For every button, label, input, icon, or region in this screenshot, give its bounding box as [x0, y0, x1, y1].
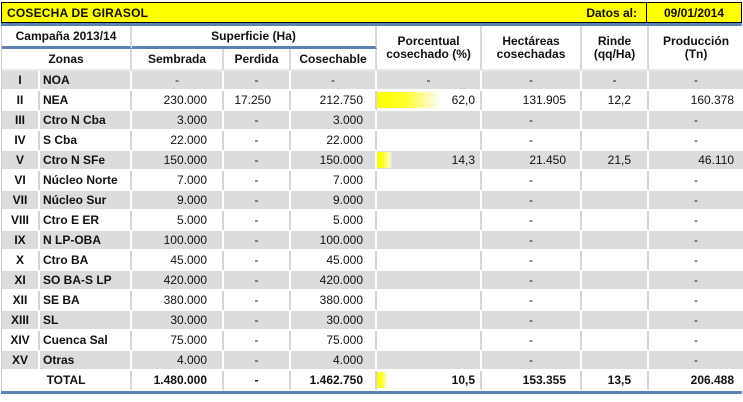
cell-value: - — [694, 173, 699, 187]
cell-pct — [377, 131, 482, 151]
header-produccion-line2: (Tn) — [684, 46, 708, 61]
cell-sembrada — [132, 191, 224, 211]
cell-prod — [649, 231, 743, 251]
cell-cosechable — [291, 91, 377, 111]
cell-prod — [649, 251, 743, 271]
cell-prod — [649, 131, 743, 151]
cell-value: - — [331, 73, 336, 87]
cell-ha — [482, 311, 582, 331]
cell-perdida — [224, 191, 291, 211]
table-row — [2, 151, 743, 171]
cell-zone-name: SO BA-S LP — [40, 271, 132, 291]
cell-zone-name: NOA — [40, 71, 132, 91]
cell-rinde — [582, 191, 649, 211]
cell-perdida — [224, 251, 291, 271]
report-sheet — [1, 2, 742, 394]
cell-value: - — [694, 353, 699, 367]
cell-zone-number: XV — [2, 351, 40, 371]
cell-value: 160.378 — [690, 93, 735, 107]
cell-perdida — [224, 71, 291, 91]
cell-sembrada — [132, 111, 224, 131]
cell-cosechable — [291, 171, 377, 191]
header-porcentual-line2: cosechado (%) — [386, 46, 471, 61]
cell-value: - — [694, 73, 699, 87]
cell-cosechable — [291, 291, 377, 311]
cell-cosechable — [291, 351, 377, 371]
cell-pct — [377, 291, 482, 311]
cell-pct — [377, 231, 482, 251]
cell-value: - — [254, 353, 259, 367]
table-row — [2, 171, 743, 191]
cell-zone-name: S Cba — [40, 131, 132, 151]
header-rinde-line2: (qq/Ha) — [593, 46, 636, 61]
cell-value: 7.000 — [176, 173, 208, 187]
cell-value: - — [529, 233, 534, 247]
report-date: 09/01/2014 — [646, 3, 741, 22]
cell-value: 212.750 — [319, 93, 364, 107]
header-cosechable: Cosechable — [291, 49, 377, 72]
cell-rinde — [582, 371, 649, 391]
cell-ha — [482, 211, 582, 231]
cell-zone-name: Núcleo Norte — [40, 171, 132, 191]
table-row — [2, 111, 743, 131]
cell-value: 1.480.000 — [153, 373, 208, 387]
cell-rinde — [582, 71, 649, 91]
cell-prod — [649, 71, 743, 91]
cell-cosechable — [291, 131, 377, 151]
cell-value: 3.000 — [176, 113, 208, 127]
cell-perdida — [224, 291, 291, 311]
pct-databar — [377, 92, 441, 108]
table-row — [2, 311, 743, 331]
cell-zone-name: Cuenca Sal — [40, 331, 132, 351]
cell-cosechable — [291, 191, 377, 211]
cell-cosechable — [291, 251, 377, 271]
cell-value: 9.000 — [176, 193, 208, 207]
cell-prod — [649, 291, 743, 311]
table-row — [2, 231, 743, 251]
cell-value: - — [254, 213, 259, 227]
cell-prod — [649, 211, 743, 231]
cell-value: - — [529, 193, 534, 207]
cell-value: - — [529, 273, 534, 287]
cell-value: - — [529, 173, 534, 187]
cell-value: 150.000 — [163, 153, 208, 167]
cell-value: 3.000 — [333, 113, 364, 127]
cell-perdida — [224, 351, 291, 371]
cell-zone-name: N LP-OBA — [40, 231, 132, 251]
cell-prod — [649, 331, 743, 351]
header-produccion-line1: Producción — [663, 33, 730, 48]
cell-prod — [649, 151, 743, 171]
cell-cosechable — [291, 371, 377, 391]
cell-value: 12,2 — [607, 93, 632, 107]
cell-value: - — [254, 273, 259, 287]
cell-value: 45.000 — [170, 253, 208, 267]
header-hectareas-line2: cosechadas — [496, 46, 566, 61]
total-label: TOTAL — [2, 371, 132, 391]
cell-value: 46.110 — [698, 153, 735, 167]
cell-ha — [482, 331, 582, 351]
cell-sembrada — [132, 231, 224, 251]
cell-perdida — [224, 371, 291, 391]
cell-value: - — [254, 73, 259, 87]
cell-value: - — [694, 133, 699, 147]
cell-sembrada — [132, 371, 224, 391]
header-zonas: Zonas — [2, 49, 132, 72]
cell-pct — [377, 211, 482, 231]
cell-zone-name: SE BA — [40, 291, 132, 311]
cell-perdida — [224, 231, 291, 251]
cell-value: - — [529, 353, 534, 367]
cell-pct — [377, 171, 482, 191]
cell-value: 131.905 — [522, 93, 567, 107]
cell-ha — [482, 171, 582, 191]
cell-prod — [649, 371, 743, 391]
header-sembrada: Sembrada — [132, 49, 224, 72]
cell-value: - — [529, 293, 534, 307]
cell-zone-name: Otras — [40, 351, 132, 371]
cell-value: 5.000 — [176, 213, 208, 227]
cell-zone-name: Ctro N SFe — [40, 151, 132, 171]
cell-perdida — [224, 171, 291, 191]
bottom-divider — [1, 391, 742, 394]
cell-ha — [482, 271, 582, 291]
cell-value: 14,3 — [451, 153, 476, 167]
cell-rinde — [582, 131, 649, 151]
pct-databar — [377, 372, 388, 388]
cell-rinde — [582, 151, 649, 171]
cell-value: - — [254, 313, 259, 327]
cell-sembrada — [132, 291, 224, 311]
table-row — [2, 271, 743, 291]
cell-value: 150.000 — [319, 153, 364, 167]
header-produccion — [649, 26, 743, 71]
table-body — [2, 71, 743, 391]
cell-sembrada — [132, 311, 224, 331]
cell-value: 206.488 — [690, 373, 735, 387]
cell-rinde — [582, 331, 649, 351]
cell-value: - — [426, 73, 431, 87]
cell-sembrada — [132, 151, 224, 171]
cell-value: - — [529, 213, 534, 227]
cell-prod — [649, 351, 743, 371]
cell-pct — [377, 151, 482, 171]
cell-pct — [377, 371, 482, 391]
cell-value: - — [529, 253, 534, 267]
cell-sembrada — [132, 251, 224, 271]
cell-ha — [482, 231, 582, 251]
datos-al-label: Datos al: — [586, 5, 637, 20]
cell-sembrada — [132, 171, 224, 191]
cell-value: - — [529, 133, 534, 147]
table-row — [2, 291, 743, 311]
cell-value: 420.000 — [163, 273, 208, 287]
cell-prod — [649, 271, 743, 291]
table-row — [2, 91, 743, 111]
cell-pct — [377, 251, 482, 271]
cell-zone-number: VI — [2, 171, 40, 191]
header-porcentual-line1: Porcentual — [397, 33, 460, 48]
header-porcentual — [377, 26, 482, 71]
cell-cosechable — [291, 271, 377, 291]
cell-perdida — [224, 271, 291, 291]
cell-pct — [377, 91, 482, 111]
cell-value: 7.000 — [333, 173, 364, 187]
harvest-table — [1, 26, 743, 391]
cell-zone-name: Ctro BA — [40, 251, 132, 271]
cell-rinde — [582, 211, 649, 231]
cell-zone-name: Núcleo Sur — [40, 191, 132, 211]
cell-value: - — [254, 153, 259, 167]
cell-perdida — [224, 131, 291, 151]
cell-value: 30.000 — [326, 313, 364, 327]
cell-sembrada — [132, 271, 224, 291]
cell-value: - — [694, 273, 699, 287]
cell-value: - — [254, 293, 259, 307]
cell-value: - — [694, 333, 699, 347]
cell-rinde — [582, 351, 649, 371]
total-row — [2, 371, 743, 391]
cell-value: - — [694, 293, 699, 307]
cell-ha — [482, 111, 582, 131]
cell-zone-number: IV — [2, 131, 40, 151]
cell-cosechable — [291, 211, 377, 231]
table-row — [2, 351, 743, 371]
cell-zone-number: XIII — [2, 311, 40, 331]
title-bar — [1, 2, 742, 23]
cell-value: 153.355 — [522, 373, 567, 387]
cell-ha — [482, 191, 582, 211]
cell-zone-number: VIII — [2, 211, 40, 231]
cell-value: - — [694, 313, 699, 327]
table-row — [2, 191, 743, 211]
cell-value: 22.000 — [326, 133, 364, 147]
cell-pct — [377, 311, 482, 331]
cell-ha — [482, 151, 582, 171]
cell-sembrada — [132, 71, 224, 91]
cell-rinde — [582, 291, 649, 311]
cell-zone-number: VII — [2, 191, 40, 211]
cell-sembrada — [132, 211, 224, 231]
cell-pct — [377, 111, 482, 131]
cell-zone-number: V — [2, 151, 40, 171]
cell-value: - — [254, 253, 259, 267]
cell-value: 30.000 — [170, 313, 208, 327]
cell-value: - — [254, 333, 259, 347]
header-rinde — [582, 26, 649, 71]
cell-prod — [649, 91, 743, 111]
cell-zone-number: II — [2, 91, 40, 111]
cell-value: 100.000 — [163, 233, 208, 247]
cell-value: - — [529, 113, 534, 127]
cell-value: 45.000 — [326, 253, 364, 267]
cell-value: 13,5 — [607, 373, 632, 387]
cell-value: 380.000 — [163, 293, 208, 307]
cell-sembrada — [132, 91, 224, 111]
cell-zone-number: I — [2, 71, 40, 91]
cell-value: 21,5 — [607, 153, 632, 167]
cell-value: 22.000 — [170, 133, 208, 147]
cell-value: 17.250 — [234, 93, 272, 107]
header-perdida: Perdida — [224, 49, 291, 72]
cell-zone-name: SL — [40, 311, 132, 331]
cell-rinde — [582, 271, 649, 291]
cell-perdida — [224, 311, 291, 331]
cell-rinde — [582, 231, 649, 251]
cell-ha — [482, 291, 582, 311]
cell-sembrada — [132, 131, 224, 151]
cell-perdida — [224, 211, 291, 231]
cell-perdida — [224, 91, 291, 111]
cell-sembrada — [132, 331, 224, 351]
cell-value: - — [694, 213, 699, 227]
cell-zone-number: XI — [2, 271, 40, 291]
cell-ha — [482, 351, 582, 371]
cell-pct — [377, 71, 482, 91]
cell-value: - — [254, 113, 259, 127]
cell-cosechable — [291, 111, 377, 131]
cell-value: 21.450 — [529, 153, 567, 167]
cell-value: 10,5 — [451, 373, 476, 387]
cell-value: 380.000 — [319, 293, 364, 307]
cell-value: - — [175, 73, 180, 87]
cell-ha — [482, 131, 582, 151]
cell-ha — [482, 371, 582, 391]
cell-value: 4.000 — [176, 353, 208, 367]
cell-value: 230.000 — [163, 93, 208, 107]
cell-value: - — [254, 173, 259, 187]
cell-ha — [482, 91, 582, 111]
cell-value: 75.000 — [326, 333, 364, 347]
cell-cosechable — [291, 151, 377, 171]
cell-pct — [377, 271, 482, 291]
cell-zone-name: NEA — [40, 91, 132, 111]
cell-value: 4.000 — [333, 353, 364, 367]
cell-prod — [649, 311, 743, 331]
cell-zone-number: III — [2, 111, 40, 131]
cell-rinde — [582, 91, 649, 111]
cell-value: - — [529, 73, 534, 87]
cell-value: 75.000 — [170, 333, 208, 347]
cell-cosechable — [291, 231, 377, 251]
cell-cosechable — [291, 331, 377, 351]
cell-zone-number: XIV — [2, 331, 40, 351]
header-hectareas — [482, 26, 582, 71]
cell-value: - — [254, 373, 259, 387]
cell-value: 1.462.750 — [309, 373, 364, 387]
table-row — [2, 71, 743, 91]
cell-value: - — [529, 333, 534, 347]
table-header — [2, 26, 743, 71]
header-hectareas-line1: Hectáreas — [502, 33, 560, 48]
cell-perdida — [224, 111, 291, 131]
cell-prod — [649, 111, 743, 131]
cell-value: - — [254, 193, 259, 207]
header-campaign: Campaña 2013/14 — [2, 26, 132, 49]
cell-cosechable — [291, 311, 377, 331]
cell-zone-number: XII — [2, 291, 40, 311]
cell-pct — [377, 331, 482, 351]
cell-sembrada — [132, 351, 224, 371]
cell-value: 9.000 — [333, 193, 364, 207]
cell-zone-number: IX — [2, 231, 40, 251]
cell-value: - — [694, 233, 699, 247]
cell-rinde — [582, 311, 649, 331]
cell-pct — [377, 191, 482, 211]
table-row — [2, 131, 743, 151]
cell-ha — [482, 71, 582, 91]
page-title: COSECHA DE GIRASOL — [7, 5, 149, 20]
cell-value: - — [612, 73, 617, 87]
cell-value: - — [254, 133, 259, 147]
table-row — [2, 251, 743, 271]
cell-perdida — [224, 331, 291, 351]
cell-value: - — [529, 313, 534, 327]
cell-rinde — [582, 111, 649, 131]
table-row — [2, 331, 743, 351]
cell-value: - — [254, 233, 259, 247]
cell-rinde — [582, 251, 649, 271]
header-rinde-line1: Rinde — [597, 33, 632, 48]
table-row — [2, 211, 743, 231]
cell-prod — [649, 171, 743, 191]
cell-value: - — [694, 193, 699, 207]
cell-value: 5.000 — [333, 213, 364, 227]
cell-zone-number: X — [2, 251, 40, 271]
cell-value: 100.000 — [319, 233, 364, 247]
cell-zone-name: Ctro N Cba — [40, 111, 132, 131]
cell-value: 420.000 — [319, 273, 364, 287]
header-superficie: Superficie (Ha) — [132, 26, 377, 49]
cell-cosechable — [291, 71, 377, 91]
cell-pct — [377, 351, 482, 371]
cell-ha — [482, 251, 582, 271]
cell-prod — [649, 191, 743, 211]
cell-value: - — [694, 253, 699, 267]
cell-zone-name: Ctro E ER — [40, 211, 132, 231]
cell-perdida — [224, 151, 291, 171]
cell-value: 62,0 — [451, 93, 476, 107]
cell-value: - — [694, 113, 699, 127]
pct-databar — [377, 152, 392, 168]
cell-rinde — [582, 171, 649, 191]
